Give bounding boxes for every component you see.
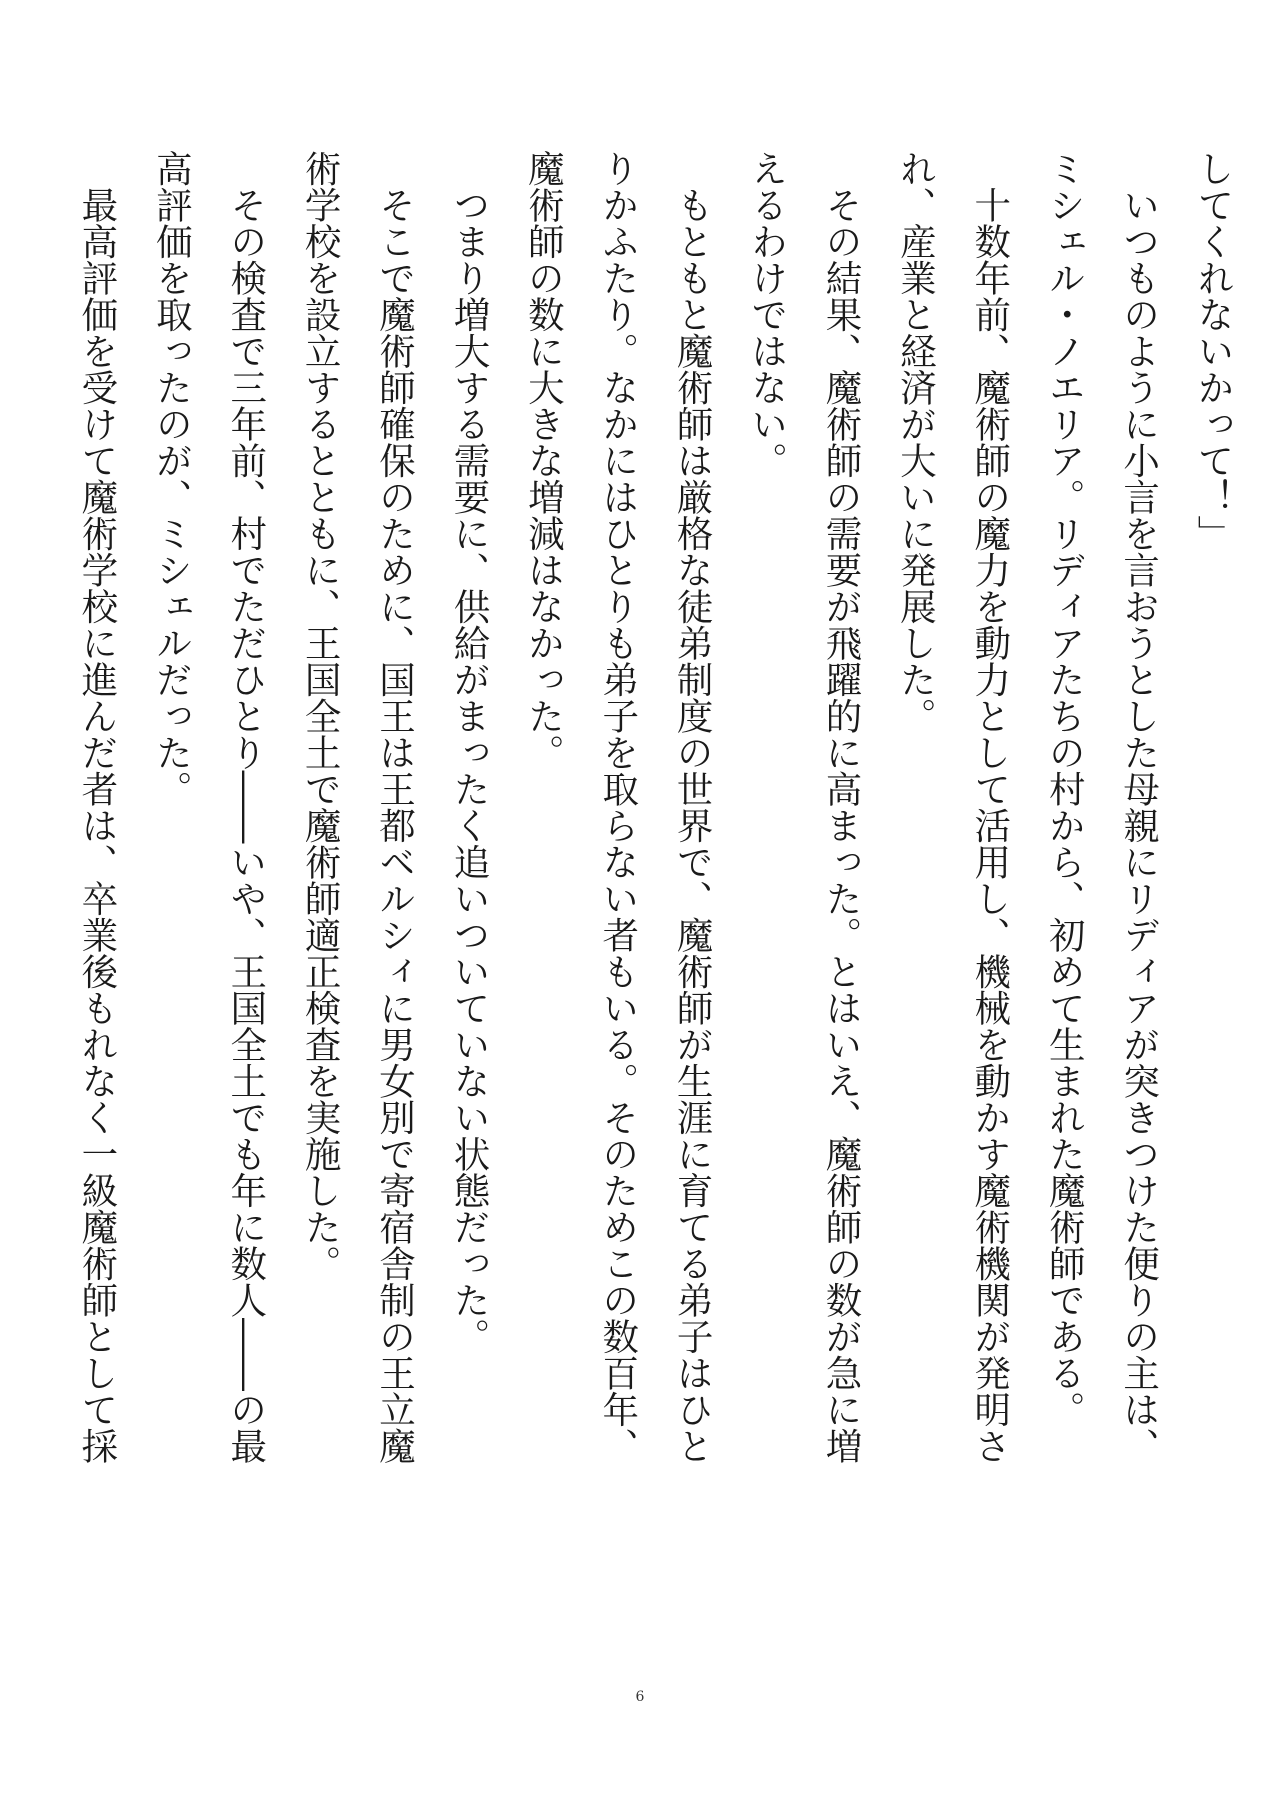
page-number: 6 [635,1689,645,1705]
text-line: その結果、魔術師の需要が飛躍的に高まった。とはいえ、魔術師の数が急に増 [819,150,863,1464]
text-line: えるわけではない。 [745,150,789,479]
text-line: してくれないかって！」 [1192,150,1235,552]
text-line: 魔術師の数に大きな増減はなかった。 [522,150,566,771]
text-line: いつものように小言を言おうとした母親にリディアが突きつけた便りの主は、 [1117,150,1161,1464]
text-line: そこで魔術師確保のために、国王は王都ベルシィに男女別で寄宿舎制の王立魔 [373,150,417,1464]
text-line: ミシェル・ノエリア。リディアたちの村から、初めて生まれた魔術師である。 [1043,150,1087,1428]
text-line: その検査で三年前、村でただひとり――いや、王国全土でも年に数人――の最 [224,150,268,1464]
text-line: れ、産業と経済が大いに発展した。 [894,150,938,734]
text-line: 高評価を取ったのが、ミシェルだった。 [150,150,194,807]
vertical-text-body [60,150,1251,1495]
text-line: もともと魔術師は厳格な徒弟制度の世界で、魔術師が生涯に育てる弟子はひと [671,150,715,1464]
text-line: 最高評価を受けて魔術学校に進んだ者は、卒業後もれなく一級魔術師として採 [75,150,119,1464]
text-line: りかふたり。なかにはひとりも弟子を取らない者もいる。そのためこの数百年、 [596,150,640,1464]
text-line: 術学校を設立するとともに、王国全土で魔術師適正検査を実施した。 [299,150,343,1282]
text-line: つまり増大する需要に、供給がまったく追いついていない状態だった。 [447,150,491,1355]
text-line: 十数年前、魔術師の魔力を動力として活用し、機械を動かす魔術機関が発明さ [968,150,1012,1464]
